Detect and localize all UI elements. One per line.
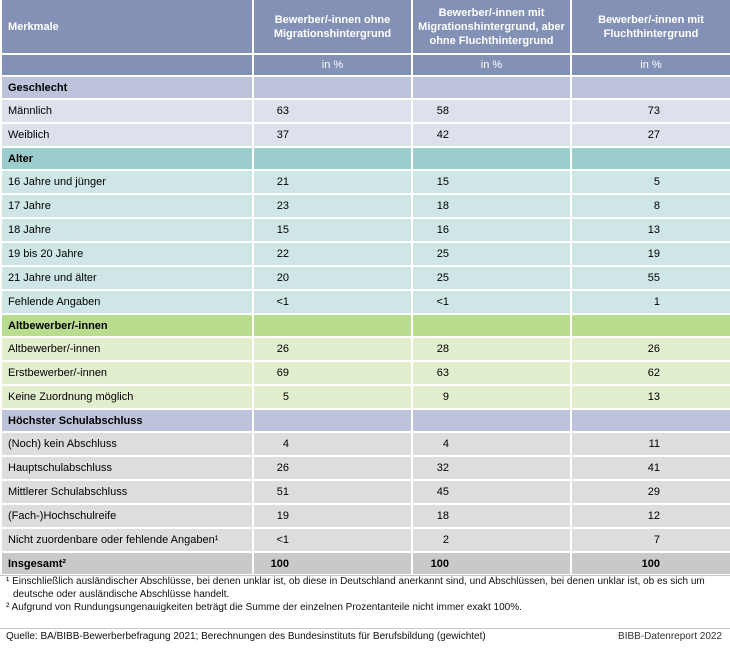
table-row [2,338,730,362]
cell-value: 4 [413,433,570,457]
total-section [2,553,730,574]
section-gender [2,77,730,148]
section-header [2,315,730,338]
cell-value: 13 [572,219,730,243]
table-row [2,243,730,267]
cell-value: 5 [254,386,411,410]
total-row [2,553,730,574]
table-row [2,267,730,291]
footnote-2: ² Aufgrund von Rundungsungenauigkeiten beträgt die Summe der einzelnen Prozentanteile nicht immer exakt 100%. [6,602,522,613]
cell-value: 8 [572,195,730,219]
cell-value: 19 [572,243,730,267]
row-label: Hauptschulabschluss [2,457,252,481]
footnotes [6,575,726,614]
column-header: Bewerber/-innen mit Fluchthintergrund [572,0,730,55]
report-label: BIBB-Datenreport 2022 [618,631,722,642]
row-label: 21 Jahre und älter [2,267,252,291]
feature-header: Merkmale [2,0,252,55]
source-note: Quelle: BA/BIBB-Bewerberbefragung 2021; Berechnungen des Bundesinstituts für Berufsbildung (gewichtet) [6,631,486,642]
table-row [2,195,730,219]
total-label: Insgesamt² [2,553,252,574]
cell-value: 2 [413,529,570,553]
header-row [2,0,730,55]
cell-value: 37 [254,124,411,148]
cell-value: <1 [254,291,411,315]
table-row [2,481,730,505]
cell-value: 26 [254,338,411,362]
cell-value: 32 [413,457,570,481]
cell-value: 1 [572,291,730,315]
cell-value: 22 [254,243,411,267]
cell-value: 42 [413,124,570,148]
section-age [2,148,730,315]
cell-value: 23 [254,195,411,219]
section-title: Alter [2,148,252,171]
total-value: 100 [572,553,730,574]
row-label: Männlich [2,100,252,124]
unit-label: in % [254,55,411,77]
cell-value: 19 [254,505,411,529]
cell-value: <1 [254,529,411,553]
cell-value: 20 [254,267,411,291]
divider [0,628,730,629]
total-value: 100 [413,553,570,574]
table-row [2,171,730,195]
section-header [2,77,730,100]
cell-value: 15 [254,219,411,243]
row-label: Keine Zuordnung möglich [2,386,252,410]
cell-value: 9 [413,386,570,410]
cell-value: 4 [254,433,411,457]
section-applicant-type [2,315,730,410]
cell-value: 26 [254,457,411,481]
row-label: (Noch) kein Abschluss [2,433,252,457]
row-label: 19 bis 20 Jahre [2,243,252,267]
cell-value: 25 [413,243,570,267]
table-row [2,457,730,481]
column-header: Bewerber/-innen mit Migrationshintergrund, aber ohne Fluchthintergrund [413,0,570,55]
cell-value: 69 [254,362,411,386]
unit-empty [2,55,252,77]
cell-value: 51 [254,481,411,505]
cell-value: 18 [413,505,570,529]
row-label: 17 Jahre [2,195,252,219]
table-row [2,124,730,148]
cell-value: 62 [572,362,730,386]
row-label: Mittlerer Schulabschluss [2,481,252,505]
section-title: Geschlecht [2,77,252,100]
cell-value: 63 [413,362,570,386]
total-value: 100 [254,553,411,574]
cell-value: 63 [254,100,411,124]
table-row [2,386,730,410]
cell-value: <1 [413,291,570,315]
row-label: Erstbewerber/-innen [2,362,252,386]
cell-value: 12 [572,505,730,529]
table-row [2,100,730,124]
table-row [2,505,730,529]
cell-value: 41 [572,457,730,481]
table-row [2,291,730,315]
cell-value: 29 [572,481,730,505]
unit-label: in % [572,55,730,77]
row-label: Fehlende Angaben [2,291,252,315]
cell-value: 18 [413,195,570,219]
cell-value: 28 [413,338,570,362]
section-header [2,148,730,171]
table-row [2,433,730,457]
cell-value: 11 [572,433,730,457]
cell-value: 21 [254,171,411,195]
row-label: (Fach-)Hochschulreife [2,505,252,529]
footnote-1: ¹ Einschließlich ausländischer Abschlüsse, bei denen unklar ist, ob diese in Deutschland anerkannt sind, und Abschlüssen, bei denen unklar ist, ob es sich um deutsche oder ausländische Abschlüsse handelt. [6,576,705,600]
cell-value: 25 [413,267,570,291]
section-title: Höchster Schulabschluss [2,410,252,433]
cell-value: 27 [572,124,730,148]
cell-value: 55 [572,267,730,291]
unit-row [2,55,730,77]
section-header [2,410,730,433]
row-label: Altbewerber/-innen [2,338,252,362]
row-label: Nicht zuordenbare oder fehlende Angaben¹ [2,529,252,553]
cell-value: 58 [413,100,570,124]
table-row [2,529,730,553]
row-label: 16 Jahre und jünger [2,171,252,195]
table-row [2,362,730,386]
section-title: Altbewerber/-innen [2,315,252,338]
cell-value: 26 [572,338,730,362]
cell-value: 15 [413,171,570,195]
cell-value: 73 [572,100,730,124]
row-label: 18 Jahre [2,219,252,243]
section-school [2,410,730,553]
cell-value: 7 [572,529,730,553]
cell-value: 45 [413,481,570,505]
row-label: Weiblich [2,124,252,148]
unit-label: in % [413,55,570,77]
cell-value: 13 [572,386,730,410]
column-header: Bewerber/-innen ohne Migrationshintergrund [254,0,411,55]
cell-value: 5 [572,171,730,195]
cell-value: 16 [413,219,570,243]
table-row [2,219,730,243]
